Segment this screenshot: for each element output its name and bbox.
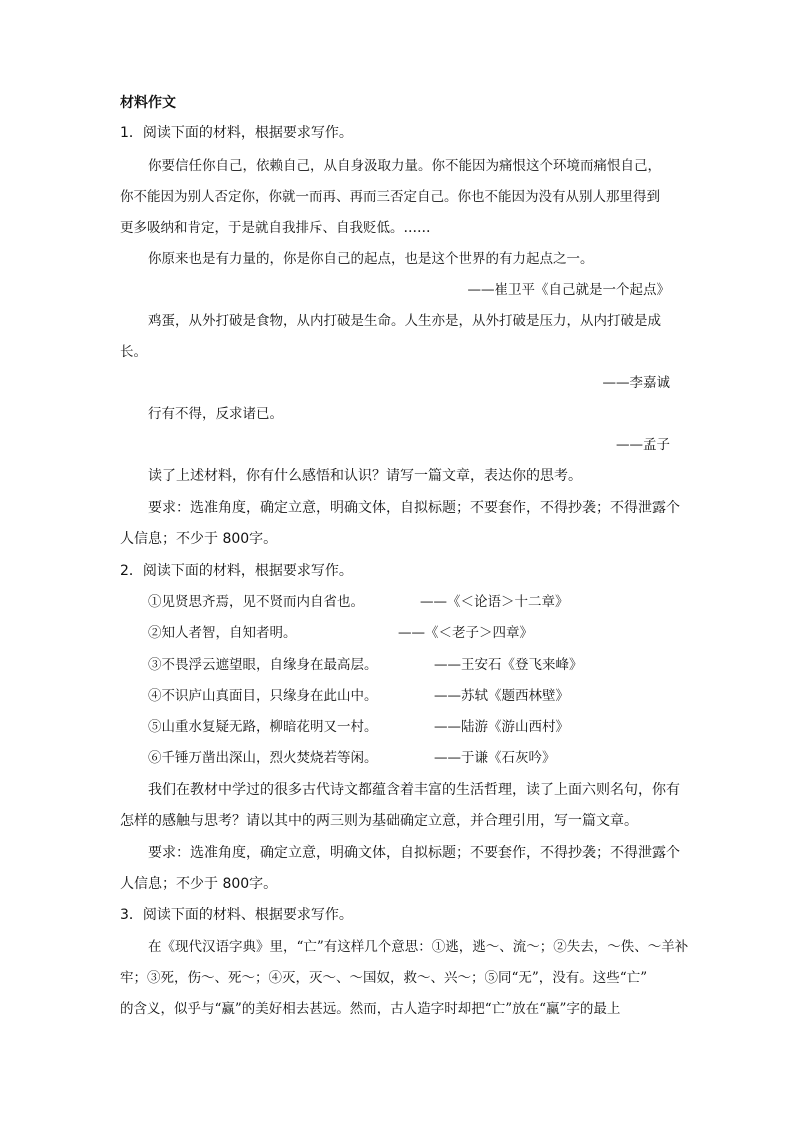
q2-prompt-line2: 怎样的感触与思考？请以其中的两三则为基础确定立意，并合理引用，写一篇文章。 [120,813,638,829]
q2-quote-6-source: ——于谦《石灰吟》 [434,750,556,766]
q2-quote-2: ②知人者智，自知者明。 [148,625,297,641]
q2-requirement-line1: 要求：选准角度，确定立意，明确文体，自拟标题；不要套作，不得抄袭；不得泄露个 [148,845,680,861]
section-title: 材料作文 [120,95,176,111]
q1-requirement-line1: 要求：选准角度，确定立意，明确文体，自拟标题；不要套作，不得抄袭；不得泄露个 [148,500,680,516]
q2-quote-1-source: ——《＜论语＞十二章》 [420,594,569,610]
q1-title: 1．阅读下面的材料，根据要求写作。 [120,125,353,141]
q3-line3: 的含义，似乎与“赢”的美好相去甚远。然而，古人造字时却把“亡”放在“赢”字的最上 [120,1001,621,1017]
q1-prompt: 读了上述材料，你有什么感悟和认识？请写一篇文章，表达你的思考。 [148,468,582,484]
q2-quote-4: ④不识庐山真面目，只缘身在此山中。 [148,688,378,704]
q1-para4: 行有不得，反求诸已。 [148,406,283,422]
q1-para1-line2: 你不能因为别人否定你，你就一而再、再而三否定自己。你也不能因为没有从别人那里得到 [120,189,660,205]
q2-quote-5-source: ——陆游《游山西村》 [434,719,569,735]
q1-requirement-line2: 人信息；不少于 800字。 [120,531,278,547]
q3-title: 3．阅读下面的材料、根据要求写作。 [120,907,353,923]
q3-line2: 牢；③死，伤～、死～；④灭，灭～、～国奴，救～、兴～；⑤同“无”，没有。这些“亡” [120,970,648,986]
q2-quote-1: ①见贤思齐焉，见不贤而内自省也。 [148,594,364,610]
q2-quote-3: ③不畏浮云遮望眼，自缘身在最高层。 [148,657,378,673]
q3-line1: 在《现代汉语字典》里，“亡”有这样几个意思：①逃，逃～、流～；②失去，～佚、～羊补 [148,939,689,955]
q1-para1-line1: 你要信任你自己，依赖自己，从自身汲取力量。你不能因为痛恨这个环境而痛恨自己， [148,158,661,174]
q1-source-1: ——崔卫平《自己就是一个起点》 [467,282,670,298]
q2-prompt-line1: 我们在教材中学过的很多古代诗文都蕴含着丰富的生活哲理，读了上面六则名句，你有 [148,782,680,798]
q1-para2: 你原来也是有力量的，你是你自己的起点，也是这个世界的有力起点之一。 [148,251,594,267]
q1-para3-line1: 鸡蛋，从外打破是食物，从内打破是生命。人生亦是，从外打破是压力，从内打破是成 [148,313,661,329]
q2-quote-2-source: ——《＜老子＞四章》 [398,625,533,641]
q1-source-2: ——李嘉诚 [602,375,670,391]
q2-quote-6: ⑥千锤万凿出深山，烈火焚烧若等闲。 [148,750,378,766]
q2-quote-3-source: ——王安石《登飞来峰》 [434,657,583,673]
q1-para3-line2: 长。 [120,344,147,360]
q2-quote-5: ⑤山重水复疑无路，柳暗花明又一村。 [148,719,378,735]
q2-title: 2．阅读下面的材料，根据要求写作。 [120,563,353,579]
q1-para1-line3: 更多吸纳和肯定，于是就自我排斥、自我贬低。…… [120,220,431,236]
q2-requirement-line2: 人信息；不少于 800字。 [120,876,278,892]
q1-source-3: ——孟子 [616,437,670,453]
q2-quote-4-source: ——苏轼《题西林壁》 [434,688,569,704]
